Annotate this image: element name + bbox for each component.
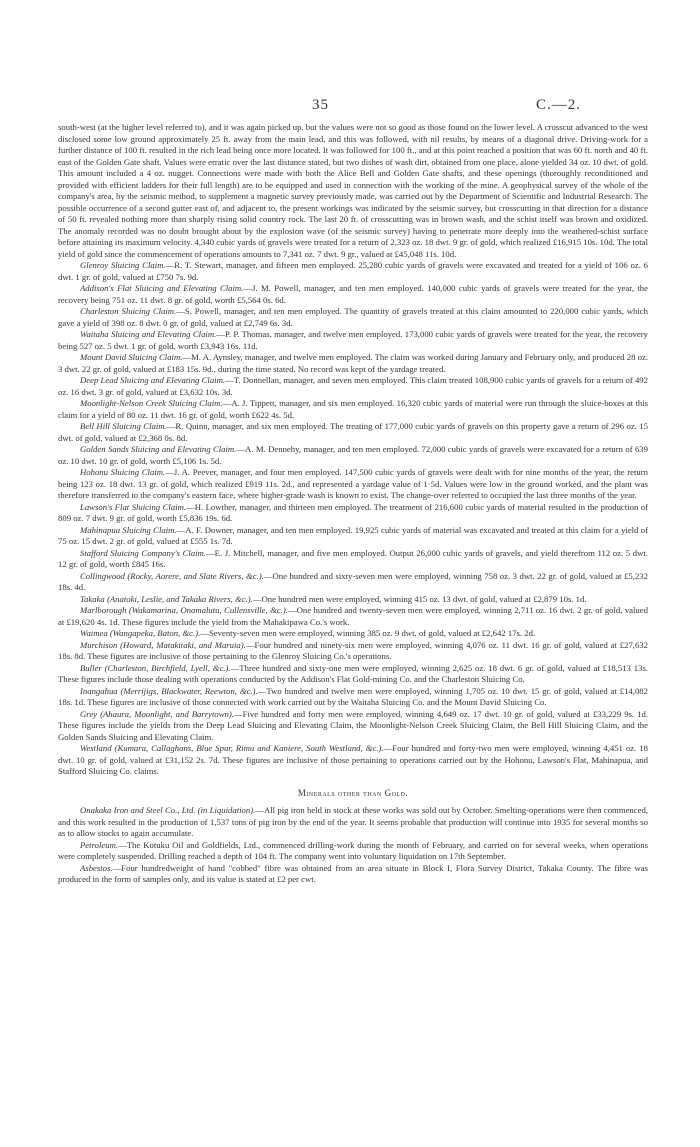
paragraph-lead: Marlborough (Wakamarina, Onamalutu, Cullensville, &c.). xyxy=(80,605,288,615)
paragraph-text: —H. Lowther, manager, and thirteen men employed. The treatment of 216,600 cubic yards of material resulted in the production of 809 oz. 7 dwt. 9 gr. of gold, worth £5,836 19s. 6d. xyxy=(58,501,648,523)
paragraph-lead: Lawson's Flat Sluicing Claim. xyxy=(80,501,187,512)
paragraph xyxy=(58,640,648,663)
paragraph xyxy=(58,444,648,467)
gold-section xyxy=(58,122,648,778)
paragraph xyxy=(58,709,648,744)
paragraph xyxy=(58,421,648,444)
paragraph-text: —R. Quinn, manager, and six men employed. The treating of 177,000 cubic yards of gravels on this property gave a return of 296 oz. 15 dwt. of gold, valued at £2,368 0s. 8d. xyxy=(58,421,648,443)
paragraph-text: —A. F. Downer, manager, and ten men employed. 19,925 cubic yards of material was excavated and treated at this claim for a yield of 75 oz. 15 dwt. 2 gr. of gold, valued at £555 1s. 7d. xyxy=(58,524,649,546)
paragraph-text: —One hundred men were employed, winning 415 oz. 13 dwt. of gold, valued at £2,879 10s. 1d. xyxy=(252,593,587,604)
paragraph-lead: Mount David Sluicing Claim. xyxy=(80,352,183,362)
paragraph xyxy=(58,743,648,778)
paragraph-lead: Inangahua (Merrijigs, Blackwater, Reewton, &c.). xyxy=(80,685,258,696)
paragraph-text: —E. J. Mitchell, manager, and five men employed. Output 26,000 cubic yards of gravels, and yield therefrom 112 oz. 5 dwt. 12 gr. of gold, worth £845 16s. xyxy=(58,547,648,569)
paragraph xyxy=(58,525,648,548)
paragraph-text: —A. M. Dennehy, manager, and ten men employed. 72,000 cubic yards of gravels were excavated for a return of 639 oz. 10 dwt. 10 gr. of gold, worth £5,106 1s. 5d. xyxy=(58,444,648,466)
paragraph-text: —All pig iron held in stock at these works was sold out by October. Smelting-operations were then commenced, and this work resulted in the production of 1,537 tons of pig iron by the end of the year. It seems probable that production will continue into 1935 for several months so as to allow stocks to again accumulate. xyxy=(58,805,648,838)
paragraph-text: —Four hundredweight of hand "cobbed" fibre was obtained from an area situate in Block I, Flora Survey District, Takaka County. The fibre was produced in the form of samples only, and its value is stated at £2 per cwt. xyxy=(58,862,648,884)
paragraph-lead: Addison's Flat Sluicing and Elevating Claim. xyxy=(80,283,244,293)
paragraph-text: —J. M. Powell, manager, and ten men employed. 140,000 cubic yards of gravels were treated for the year, the recovery being 751 oz. 11 dwt. 8 gr. of gold, worth £5,564 0s. 6d. xyxy=(58,283,648,305)
paragraph-lead: Asbestos. xyxy=(80,862,113,873)
paragraph-text: —Four hundred and ninety-six men were employed, winning 4,076 oz. 11 dwt. 16 gr. of gold, valued at £27,632 18s. 8d. These figures are inclusive of those pertaining to the Glenroy Sluicing Co.'s operations. xyxy=(58,639,649,661)
paragraph xyxy=(58,663,648,686)
paragraph-lead: Hohonu Sluicing Claim. xyxy=(80,467,166,477)
paragraph-lead: Mahinapua Sluicing Claim. xyxy=(80,524,177,535)
paragraph-text: —T. Donnellan, manager, and seven men employed. This claim treated 108,900 cubic yards of gravels for a return of 492 oz. 16 dwt. 3 gr. of gold, valued at £3,632 10s. 3d. xyxy=(58,375,648,397)
paragraph-lead: Buller (Charleston, Birchfield, Lyell, &c.). xyxy=(80,662,231,673)
paragraph-text: —M. A. Aynsley, manager, and twelve men employed. The claim was worked during January and February only, and produced 28 oz. 3 dwt. 22 gr. of gold, valued at £183 15s. 9d., during the time stated. No record was kept of the yardage treated. xyxy=(58,352,648,374)
paragraph xyxy=(58,375,648,398)
paragraph xyxy=(58,467,648,502)
paragraph-lead: Bell Hill Sluicing Claim. xyxy=(80,421,167,431)
paragraph-text: —One hundred and sixty-seven men were employed, winning 758 oz. 3 dwt. 22 gr. of gold, valued at £5,232 18s. 4d. xyxy=(58,570,648,592)
page-number: 35 xyxy=(312,97,329,113)
paragraph-text: —Five hundred and forty men were employed, winning 4,649 oz. 17 dwt. 10 gr. of gold, valued at £33,229 9s. 1d. These figures include the yields from the Deep Lead Sluicing and Elevating Claim, the Moonlight-Nelson Creek Sluicing Claim, the Bell Hill Sluicing Claim, and the Golden Sands Sluicing and Elevating Claim. xyxy=(58,708,648,742)
page-header xyxy=(0,97,700,113)
paragraph-lead: Collingwood (Rocky, Aorere, and Slate Rivers, &c.). xyxy=(80,570,264,581)
paragraph-lead: Murchison (Howard, Matakitaki, and Maruia). xyxy=(80,639,246,650)
paragraph-lead: Westland (Kumara, Callaghans, Blue Spur, Rimu and Kaniere, South Westland, &c.). xyxy=(80,743,384,753)
paragraph-lead: Golden Sands Sluicing and Elevating Claim. xyxy=(80,444,237,454)
paragraph xyxy=(58,283,648,306)
paragraph-text: —Seventy-seven men were employed, winning 385 oz. 9 dwt. of gold, valued at £2,642 17s. 2d. xyxy=(200,628,536,638)
paragraph xyxy=(58,805,648,840)
paragraph-text: —The Kotuku Oil and Goldfields, Ltd., commenced drilling-work during the month of February, and carried on for several weeks, when operations were completely suspended. Drilling reached a depth of 104 ft. The company went into voluntary liquidation on 17th September. xyxy=(58,839,648,861)
paragraph-text: —R. T. Stewart, manager, and fifteen men employed. 25,280 cubic yards of gravels were excavated and treated for a yield of 106 oz. 6 dwt. 1 gr. of gold, valued at £750 7s. 9d. xyxy=(58,260,648,282)
paragraph xyxy=(58,571,648,594)
paragraph xyxy=(58,628,648,640)
paragraph-text: —S. Powell, manager, and ten men employed. The quantity of gravels treated at this claim amounted to 220,000 cubic yards, which gave a yield of 398 oz. 8 dwt. 0 gr. of gold, valued at £2,749 6s. 3d. xyxy=(58,306,648,328)
section-heading: Minerals other than Gold. xyxy=(297,787,409,798)
paragraph-lead: Charleston Sluicing Claim. xyxy=(80,306,177,316)
paragraph xyxy=(58,840,648,863)
paragraph xyxy=(58,863,648,886)
paragraph-lead: Onakaka Iron and Steel Co., Ltd. (in Liquidation). xyxy=(80,805,256,815)
paragraph-lead: Moonlight-Nelson Creek Sluicing Claim. xyxy=(80,398,223,408)
minerals-section xyxy=(58,805,648,886)
paragraph-lead: Takaka (Anatoki, Leslie, and Takaka Rivers, &c.). xyxy=(80,593,253,604)
document-body xyxy=(58,122,648,886)
paragraph xyxy=(58,686,648,709)
paragraph-text: —A. J. Tippett, manager, and six men employed. 16,320 cubic yards of material were run through the sluice-boxes at this claim for a yield of 80 oz. 11 dwt. 16 gr. of gold, worth £622 4s. 5d. xyxy=(58,398,648,420)
paragraph-lead: Glenroy Sluicing Claim. xyxy=(80,260,166,270)
paragraph xyxy=(58,594,648,606)
paragraph-text: —Three hundred and sixty-one men were employed, winning 2,625 oz. 18 dwt. 6 gr. of gold, valued at £18,513 13s. These figures include those dealing with operations conducted by the Addison's Flat Gold-mining Co. and the Charleston Sluicing Co. xyxy=(58,662,648,684)
paragraph-text: south-west (at the higher level referred to), and it was again picked up, but the values were not so good as those found on the lower level. A crosscut advanced to the west disclosed some low ground approximately 25 ft. away from the main lead, and this was followed, with nil results, by means of a diagonal drive. Driving-work for a further distance of 100 ft. resulted in the rich lead being once more located. It was followed for 100 ft., and at this point reached a position that was 60 ft. north and 40 ft. east of the Golden Gate shaft. Values were erratic over the last distance stated, but two dishes of wash dirt, obtained from one place, alone yielded 34 oz. 10 dwt. of gold. This amount included a 4 oz. nugget. Connections were made with both the Alice Bell and Golden Gate shafts, and these openings (thoroughly reconditioned and provided with efficient ladders for their full length) are to be equipped and used in connection with the working of the mine. A geophysical survey of the whole of the company's area, by the seismic method, to supplement a magnetic survey previously made, was carried out by the Department of Scientific and Industrial Research. The possible occurrence of a second gutter east of, and adjacent to, the present workings was indicated by the seismic survey, but crosscutting in that direction for a distance of 50 ft. revealed nothing more than sharply rising solid country rock. The last 20 ft. of crosscutting was in brown wash, and the schist itself was brown and oxidized. The anomaly recorded was no doubt brought about by the explosion wave (of the seismic survey) having to penetrate more deeply into the weathered-schist surface before attaining its maximum velocity. 4,340 cubic yards of gravels were treated for a return of 2,323 oz. 18 dwt. 9 gr. of gold, which realized £16,915 10s. 10d. The total yield of gold since the commencement of operations amounts to 7,341 oz. 7 dwt. 9 gr., valued at £45,048 11s. 10d. xyxy=(58,122,648,259)
paragraph-text: —J. A. Peever, manager, and four men employed. 147,500 cubic yards of gravels were dealt with for nine months of the year, the return being 123 oz. 18 dwt. 13 gr. of gold, which realized £919 11s. 2d., and represented a yardage value of 1·5d. Values were low in the ground worked, and the plant was therefore transferred to the company's eastern face, where higher-grade wash is known to exist. The change-over referred to occupied the last three months of the year. xyxy=(58,467,648,500)
paragraph xyxy=(58,352,648,375)
paragraph xyxy=(58,260,648,283)
paragraph-lead: Petroleum. xyxy=(80,839,119,850)
paragraph-lead: Stafford Sluicing Company's Claim. xyxy=(80,547,206,558)
paragraph-text: —P. P. Thomas, manager, and twelve men employed. 173,000 cubic yards of gravels were treated for the year, the recovery being 527 oz. 5 dwt. 1 gr. of gold, worth £3,943 16s. 11d. xyxy=(58,329,648,351)
paragraph-lead: Waimea (Wangapeka, Baton, &c.). xyxy=(80,628,201,638)
paragraph xyxy=(58,605,648,628)
paragraph-text: —Two hundred and twelve men were employed, winning 1,705 oz. 10 dwt. 15 gr. of gold, valued at £14,082 18s. 1d. These figures are inclusive of those connected with work carried out by the Waitaha Sluicing Co. and the Mount David Sluicing Co. xyxy=(58,685,648,707)
paragraph xyxy=(58,329,648,352)
paragraph xyxy=(58,122,648,260)
paragraph-lead: Deep Lead Sluicing and Elevating Claim. xyxy=(80,375,226,385)
paragraph-lead: Grey (Ahaura, Moonlight, and Barrytown). xyxy=(80,708,234,719)
paragraph xyxy=(58,502,648,525)
paragraph-text: —Four hundred and forty-two men were employed, winning 4,451 oz. 18 dwt. 10 gr. of gold, valued at £31,152 2s. 7d. These figures are inclusive of those pertaining to operations carried out by the Hohonu, Lawson's Flat, Mahinapua, and Stafford Sluicing Co. claims. xyxy=(58,743,648,776)
paragraph xyxy=(58,398,648,421)
paragraph xyxy=(58,548,648,571)
document-reference: C.—2. xyxy=(536,97,582,113)
paragraph-text: —One hundred and twenty-seven men were employed, winning 2,711 oz. 16 dwt. 2 gr. of gold, valued at £19,620 4s. 1d. These figures include the yield from the Mahakipawa Co.'s work. xyxy=(58,605,648,627)
paragraph xyxy=(58,306,648,329)
paragraph-lead: Waitaha Sluicing and Elevating Claim. xyxy=(80,329,217,339)
